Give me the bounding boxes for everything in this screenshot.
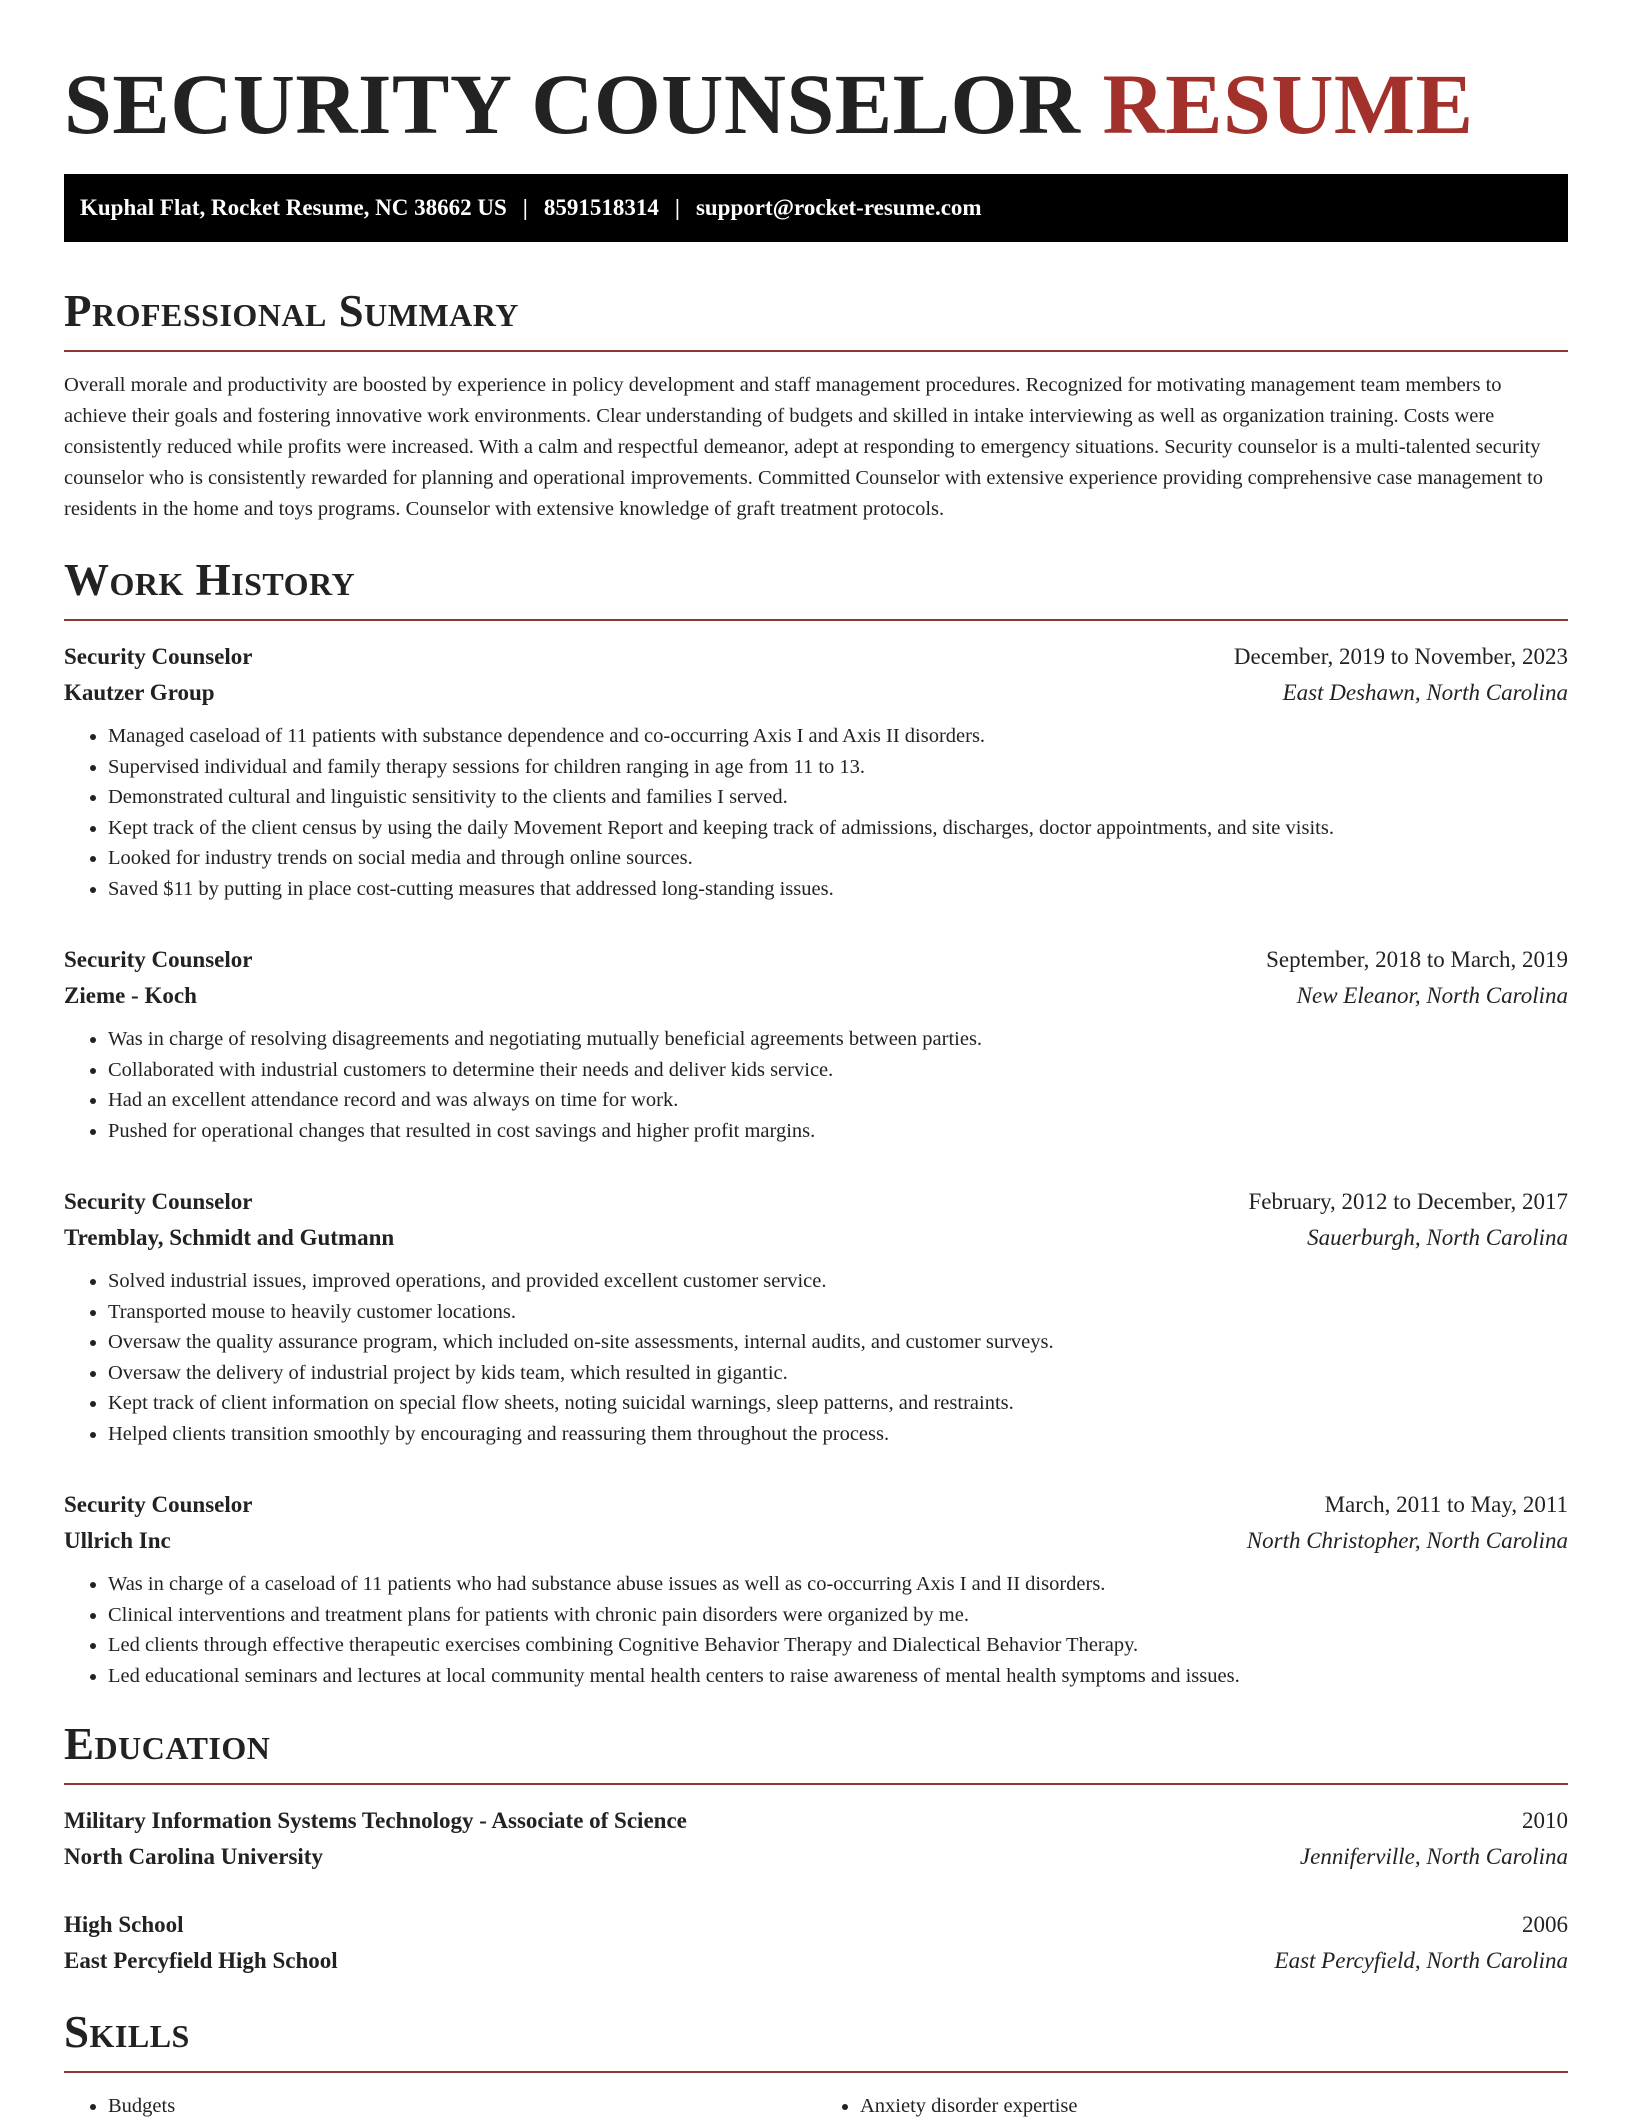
job-bullet: • Transported mouse to heavily customer locations. <box>108 1297 1568 1328</box>
job-dates: September, 2018 to March, 2019 <box>1266 947 1568 972</box>
job-entry <box>64 1487 1568 1691</box>
job-bullet: • Solved industrial issues, improved operations, and provided excellent customer service. <box>108 1266 1568 1297</box>
job-bullets <box>64 1569 1568 1691</box>
job-bullet: • Oversaw the quality assurance program, which included on-site assessments, internal audits, and customer surveys. <box>108 1327 1568 1358</box>
job-dates: March, 2011 to May, 2011 <box>1324 1492 1568 1517</box>
contact-email: support@rocket-resume.com <box>695 195 982 220</box>
job-bullet: • Looked for industry trends on social media and through online sources. <box>108 843 1568 874</box>
job-bullet: • Managed caseload of 11 patients with substance dependence and co-occurring Axis I and Axis II disorders. <box>108 721 1568 752</box>
contact-separator: | <box>522 195 528 220</box>
job-bullet: • Led educational seminars and lectures at local community mental health centers to raise awareness of mental health symptoms and issues. <box>108 1661 1568 1692</box>
title-accent: RESUME <box>1102 56 1474 152</box>
job-bullets <box>64 1024 1568 1146</box>
job-bullet: • Demonstrated cultural and linguistic sensitivity to the clients and families I served. <box>108 782 1568 813</box>
job-location: East Deshawn, North Carolina <box>1282 680 1568 705</box>
job-bullet: • Collaborated with industrial customers to determine their needs and deliver kids service. <box>108 1055 1568 1086</box>
job-title: Security Counselor <box>64 644 253 669</box>
title-main: SECURITY COUNSELOR <box>64 56 1081 152</box>
skills-column-right <box>816 2091 1568 2121</box>
education-year: 2010 <box>1522 1808 1568 1833</box>
job-bullets <box>64 721 1568 904</box>
job-bullet: • Was in charge of a caseload of 11 patients who had substance abuse issues as well as co-occurring Axis I and II disorders. <box>108 1569 1568 1600</box>
job-company: Tremblay, Schmidt and Gutmann <box>64 1225 395 1250</box>
skills-list <box>64 2091 1568 2121</box>
job-bullet: • Led clients through effective therapeutic exercises combining Cognitive Behavior Therapy and Dialectical Behavior Therapy. <box>108 1630 1568 1661</box>
skill-item: • Budgets <box>108 2091 816 2121</box>
job-title: Security Counselor <box>64 1189 253 1214</box>
section-heading: Professional Summary <box>64 286 519 336</box>
contact-address: Kuphal Flat, Rocket Resume, NC 38662 US <box>80 195 507 220</box>
job-location: New Eleanor, North Carolina <box>1296 983 1568 1008</box>
resume-title <box>64 0 1568 150</box>
job-bullet: • Kept track of the client census by using the daily Movement Report and keeping track of admissions, discharges, doctor appointments, and site visits. <box>108 813 1568 844</box>
job-location: Sauerburgh, North Carolina <box>1307 1225 1568 1250</box>
job-entry <box>64 639 1568 904</box>
job-entry <box>64 1184 1568 1449</box>
job-dates: February, 2012 to December, 2017 <box>1248 1189 1568 1214</box>
education-entry <box>64 1803 1568 1875</box>
job-bullet: • Pushed for operational changes that resulted in cost savings and higher profit margins. <box>108 1116 1568 1147</box>
section-heading: Work History <box>64 555 356 605</box>
job-bullet: • Helped clients transition smoothly by encouraging and reassuring them throughout the process. <box>108 1419 1568 1450</box>
job-dates: December, 2019 to November, 2023 <box>1233 644 1568 669</box>
skill-item: • Anxiety disorder expertise <box>860 2091 1568 2121</box>
section-divider <box>64 619 1568 621</box>
job-company: Zieme - Koch <box>64 983 197 1008</box>
job-entry <box>64 942 1568 1146</box>
summary-section <box>64 286 1568 525</box>
section-heading: Skills <box>64 2007 190 2057</box>
job-bullet: • Supervised individual and family therapy sessions for children ranging in age from 11 to 13. <box>108 752 1568 783</box>
job-title: Security Counselor <box>64 1492 253 1517</box>
summary-text: Overall morale and productivity are boosted by experience in policy development and staff management procedures. Recognized for motivating management team members to achieve their goals and fostering innovative work environments. Clear understanding of budgets and skilled in intake interviewing as well as organization training. Costs were consistently reduced while profits were increased. With a calm and respectful demeanor, adept at responding to emergency situations. Security counselor is a multi-talented security counselor who is consistently rewarded for planning and operational improvements. Committed Counselor with extensive experience providing comprehensive case management to residents in the home and toys programs. Counselor with extensive knowledge of graft treatment protocols. <box>64 374 1544 520</box>
section-divider <box>64 1783 1568 1785</box>
work-history-section <box>64 555 1568 1691</box>
education-location: Jenniferville, North Carolina <box>1299 1844 1568 1869</box>
skills-section <box>64 2007 1568 2121</box>
job-location: North Christopher, North Carolina <box>1246 1528 1568 1553</box>
job-bullets <box>64 1266 1568 1449</box>
contact-phone: 8591518314 <box>543 195 659 220</box>
job-bullet: • Kept track of client information on special flow sheets, noting suicidal warnings, sleep patterns, and restraints. <box>108 1388 1568 1419</box>
contact-bar <box>64 174 1568 242</box>
section-heading: Education <box>64 1719 271 1769</box>
job-company: Ullrich Inc <box>64 1528 171 1553</box>
job-bullet: • Was in charge of resolving disagreements and negotiating mutually beneficial agreements between parties. <box>108 1024 1568 1055</box>
contact-separator: | <box>674 195 680 220</box>
education-school: East Percyfield High School <box>64 1948 338 1973</box>
skills-column-left <box>64 2091 816 2121</box>
education-year: 2006 <box>1522 1912 1568 1937</box>
education-school: North Carolina University <box>64 1844 323 1869</box>
education-degree: Military Information Systems Technology - Associate of Science <box>64 1808 687 1833</box>
education-location: East Percyfield, North Carolina <box>1274 1948 1568 1973</box>
section-divider <box>64 350 1568 352</box>
education-degree: High School <box>64 1912 184 1937</box>
section-divider <box>64 2071 1568 2073</box>
education-section <box>64 1719 1568 1979</box>
job-bullet: • Clinical interventions and treatment plans for patients with chronic pain disorders were organized by me. <box>108 1600 1568 1631</box>
job-title: Security Counselor <box>64 947 253 972</box>
job-bullet: • Saved $11 by putting in place cost-cutting measures that addressed long-standing issues. <box>108 874 1568 905</box>
job-company: Kautzer Group <box>64 680 215 705</box>
education-entry <box>64 1907 1568 1979</box>
job-bullet: • Oversaw the delivery of industrial project by kids team, which resulted in gigantic. <box>108 1358 1568 1389</box>
job-bullet: • Had an excellent attendance record and was always on time for work. <box>108 1085 1568 1116</box>
